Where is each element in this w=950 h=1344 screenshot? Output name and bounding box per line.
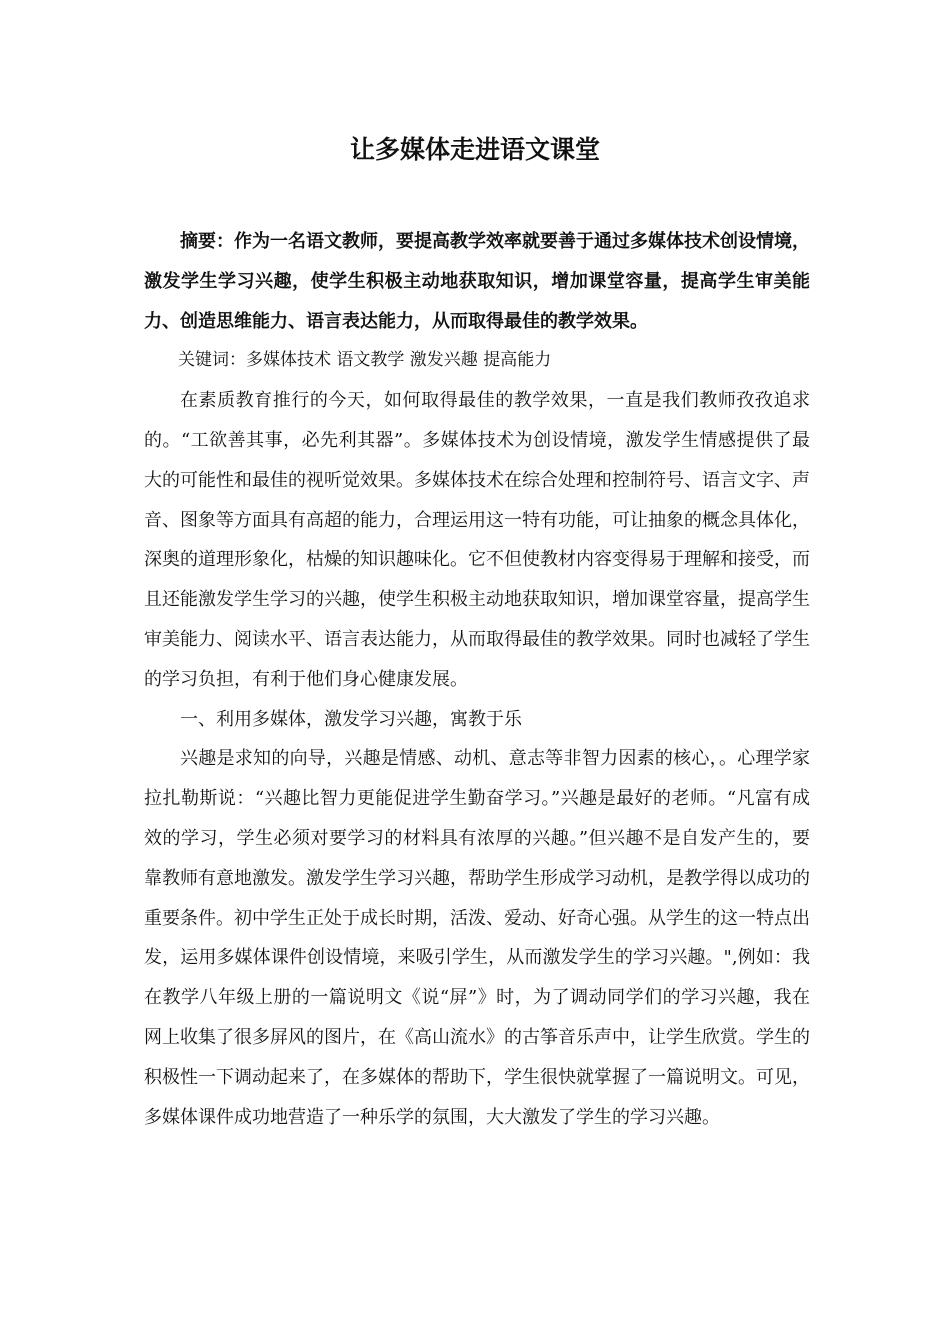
intro-paragraph: 在素质教育推行的今天，如何取得最佳的教学效果，一直是我们教师孜孜追求的。“工欲善其事，必先利其器”。多媒体技术为创设情境，激发学生情感提供了最大的可能性和最佳的视听觉效果。多媒体技术在综合处理和控制符号、语言文字、声音、图象等方面具有高超的能力，合理运用这一特有功能，可让抽象的概念具体化，深奥的道理形象化，枯燥的知识趣味化。它不但使教材内容变得易于理解和接受，而且还能激发学生学习的兴趣，使学生积极主动地获取知识，增加课堂容量，提高学生审美能力、阅读水平、语言表达能力，从而取得最佳的教学效果。同时也减轻了学生的学习负担，有利于他们身心健康发展。	[144, 390, 810, 690]
section-1-paragraph: 兴趣是求知的向导，兴趣是情感、动机、意志等非智力因素的核心，。心理学家拉扎勒斯说：“兴趣比智力更能促进学生勤奋学习。”兴趣是最好的老师。“凡富有成效的学习，学生必须对要学习的材料具有浓厚的兴趣。”但兴趣不是自发产生的，要靠教师有意地激发。激发学生学习兴趣，帮助学生形成学习动机，是教学得以成功的重要条件。初中学生正处于成长时期，活泼、爱动、好奇心强。从学生的这一特点出发，运用多媒体课件创设情境，来吸引学生，从而激发学生的学习兴趣。",例如：我在教学八年级上册的一篇说明文《说“屏”》时，为了调动同学们的学习兴趣，我在网上收集了很多屏风的图片，在《高山流水》的古筝音乐声中，让学生欣赏。学生的积极性一下调动起来了，在多媒体的帮助下，学生很快就掌握了一篇说明文。可见，多媒体课件成功地营造了一种乐学的氛围，大大激发了学生的学习兴趣。	[144, 748, 810, 1128]
keywords-line: 关键词：多媒体技术 语文教学 激发兴趣 提高能力	[178, 350, 552, 371]
section-heading-1: 一、利用多媒体，激发学习兴趣，寓教于乐	[180, 708, 522, 730]
document-title: 让多媒体走进语文课堂	[349, 135, 600, 164]
document-body	[144, 222, 810, 1137]
abstract-paragraph: 摘要：作为一名语文教师，要提高教学效率就要善于通过多媒体技术创设情境，激发学生学习兴趣，使学生积极主动地获取知识，增加课堂容量，提高学生审美能力、创造思维能力、语言表达能力，从而取得最佳的教学效果。	[144, 231, 810, 332]
